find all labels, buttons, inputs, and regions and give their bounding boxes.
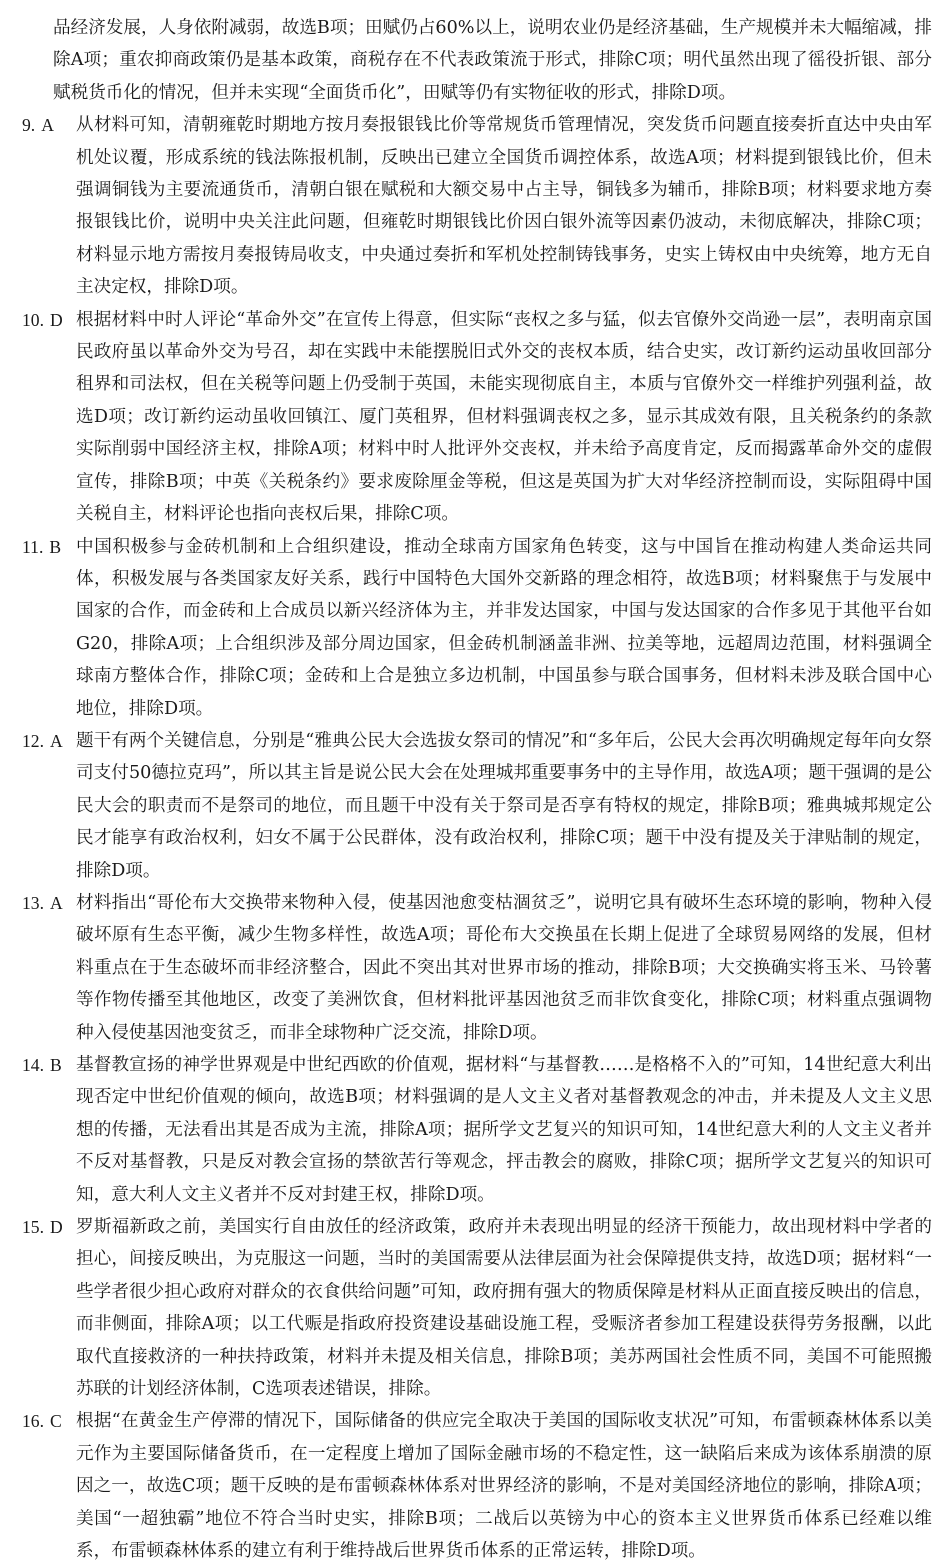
answer-item-13 — [22, 887, 932, 1049]
item-number: 11. — [22, 536, 44, 557]
item-explanation: 根据材料中时人评论“革命外交”在宣传上得意，但实际“丧权之多与猛，似去官僚外交尚逊一层”，表明南京国民政府虽以革命外交为号召，却在实践中未能摆脱旧式外交的丧权本质，结合史实，改订新约运动虽收回部分租界和司法权，但在关税等问题上仍受制于英国，未能实现彻底自主，本质与官僚外交一样维护列强利益，故选D项；改订新约运动虽收回镇江、厦门英租界，但材料强调丧权之多，显示其成效有限，且关税条约的条款实际削弱中国经济主权，排除A项；材料中时人批评外交丧权，并未给予高度肯定，反而揭露革命外交的虚假宣传，排除B项；中英《关税条约》要求废除厘金等税，但这是英国为扩大对华经济控制而设，实际阻碍中国关税自主，材料评论也指向丧权后果，排除C项。 — [76, 309, 932, 525]
item-explanation: 根据“在黄金生产停滞的情况下，国际储备的供应完全取决于美国的国际收支状况”可知，布雷顿森林体系以美元作为主要国际储备货币，在一定程度上增加了国际金融市场的不稳定性，这一缺陷后来成为该体系崩溃的原因之一，故选C项；题干反映的是布雷顿森林体系对世界经济的影响，不是对美国经济地位的影响，排除A项；美国“一超独霸”地位不符合当时史实，排除B项；二战后以英镑为中心的资本主义世界货币体系已经难以维系，布雷顿森林体系的建立有利于维持战后世界货币体系的正常运转，排除D项。 — [76, 1411, 932, 1562]
answer-item-10 — [22, 304, 932, 531]
item-number: 12. — [22, 730, 44, 751]
item-answer: A — [41, 115, 54, 136]
item-answer: B — [49, 536, 62, 557]
answer-item-11 — [22, 531, 932, 725]
item-explanation: 基督教宣扬的神学世界观是中世纪西欧的价值观，据材料“与基督教……是格格不入的”可知，14世纪意大利出现否定中世纪价值观的倾向，故选B项；材料强调的是人文主义者对基督教观念的冲击，并未提及人文主义思想的传播，无法看出其是否成为主流，排除A项；据所学文艺复兴的知识可知，14世纪意大利的人文主义者并不反对基督教，只是反对教会宣扬的禁欲苦行等观念，抨击教会的腐败，排除C项；据所学文艺复兴的知识可知，意大利人文主义者并不反对封建王权，排除D项。 — [76, 1055, 932, 1205]
answer-item-9 — [22, 109, 932, 303]
answer-item-16 — [22, 1405, 932, 1567]
answer-item-14 — [22, 1049, 932, 1211]
item-explanation: 材料指出“哥伦布大交换带来物种入侵，使基因池愈变枯涸贫乏”，说明它具有破坏生态环境的影响，物种入侵破坏原有生态平衡，减少生物多样性，故选A项；哥伦布大交换虽在长期上促进了全球贸易网络的发展，但材料重点在于生态破坏而非经济整合，因此不突出其对世界市场的推动，排除B项；大交换确实将玉米、马铃薯等作物传播至其他地区，改变了美洲饮食，但材料批评基因池贫乏而非饮食变化，排除C项；材料重点强调物种入侵使基因池变贫乏，而非全球物种广泛交流，排除D项。 — [76, 892, 932, 1043]
item-number: 16. — [22, 1411, 44, 1432]
continued-paragraph: 品经济发展，人身依附减弱，故选B项；田赋仍占60%以上，说明农业仍是经济基础，生产规模并未大幅缩减，排除A项；重农抑商政策仍是基本政策，商税存在不代表政策流于形式，排除C项；明代虽然出现了徭役折银、部分赋税货币化的情况，但并未实现“全面货币化”，田赋等仍有实物征收的形式，排除D项。 — [53, 18, 932, 103]
answer-item-15 — [22, 1211, 932, 1405]
item-answer: D — [50, 1217, 63, 1238]
item-answer: A — [50, 892, 63, 913]
item-number: 15. — [22, 1217, 44, 1238]
answer-item-12 — [22, 725, 932, 887]
item-explanation: 题干有两个关键信息，分别是“雅典公民大会选拔女祭司的情况”和“多年后，公民大会再次明确规定每年向女祭司支付50德拉克玛”，所以其主旨是说公民大会在处理城邦重要事务中的主导作用，故选A项；题干强调的是公民大会的职责而不是祭司的地位，而且题干中没有关于祭司是否享有特权的规定，排除B项；雅典城邦规定公民才能享有政治权利，妇女不属于公民群体，没有政治权利，排除C项；题干中没有提及关于津贴制的规定，排除D项。 — [76, 730, 932, 881]
item-answer: C — [50, 1411, 62, 1432]
item-answer: B — [50, 1055, 62, 1075]
item-number: 13. — [22, 892, 44, 913]
item-number: 14. — [22, 1055, 44, 1075]
item-number: 9. — [22, 115, 36, 136]
item-answer: A — [50, 730, 63, 751]
item-number: 10. — [22, 309, 44, 330]
item-answer: D — [50, 309, 63, 330]
item-explanation: 罗斯福新政之前，美国实行自由放任的经济政策，政府并未表现出明显的经济干预能力，故出现材料中学者的担心，间接反映出，为克服这一问题，当时的美国需要从法律层面为社会保障提供支持，故选D项；据材料“一些学者很少担心政府对群众的衣食供给问题”可知，政府拥有强大的物质保障是材料从正面直接反映出的信息，而非侧面，排除A项；以工代赈是指政府投资建设基础设施工程，受赈济者参加工程建设获得劳务报酬，以此取代直接救济的一种扶持政策，材料并未提及相关信息，排除B项；美苏两国社会性质不同，美国不可能照搬苏联的计划经济体制，C选项表述错误，排除。 — [76, 1217, 932, 1400]
item-explanation: 中国积极参与金砖机制和上合组织建设，推动全球南方国家角色转变，这与中国旨在推动构建人类命运共同体，积极发展与各类国家友好关系，践行中国特色大国外交新路的理念相符，故选B项；材料聚焦于与发展中国家的合作，而金砖和上合成员以新兴经济体为主，并非发达国家，中国与发达国家的合作多见于其他平台如G20，排除A项；上合组织涉及部分周边国家，但金砖机制涵盖非洲、拉美等地，远超周边范围，材料强调全球南方整体合作，排除C项；金砖和上合是独立多边机制，中国虽参与联合国事务，但材料未涉及联合国中心地位，排除D项。 — [76, 536, 932, 719]
item-explanation: 从材料可知，清朝雍乾时期地方按月奏报银钱比价等常规货币管理情况，突发货币问题直接奏折直达中央由军机处议覆，形成系统的钱法陈报机制，反映出已建立全国货币调控体系，故选A项；材料提到银钱比价，但未强调铜钱为主要流通货币，清朝白银在赋税和大额交易中占主导，铜钱多为辅币，排除B项；材料要求地方奏报银钱比价，说明中央关注此问题，但雍乾时期银钱比价因白银外流等因素仍波动，未彻底解决，排除C项；材料显示地方需按月奏报铸局收支，中央通过奏折和军机处控制铸钱事务，史实上铸权由中央统筹，地方无自主决定权，排除D项。 — [76, 115, 932, 298]
